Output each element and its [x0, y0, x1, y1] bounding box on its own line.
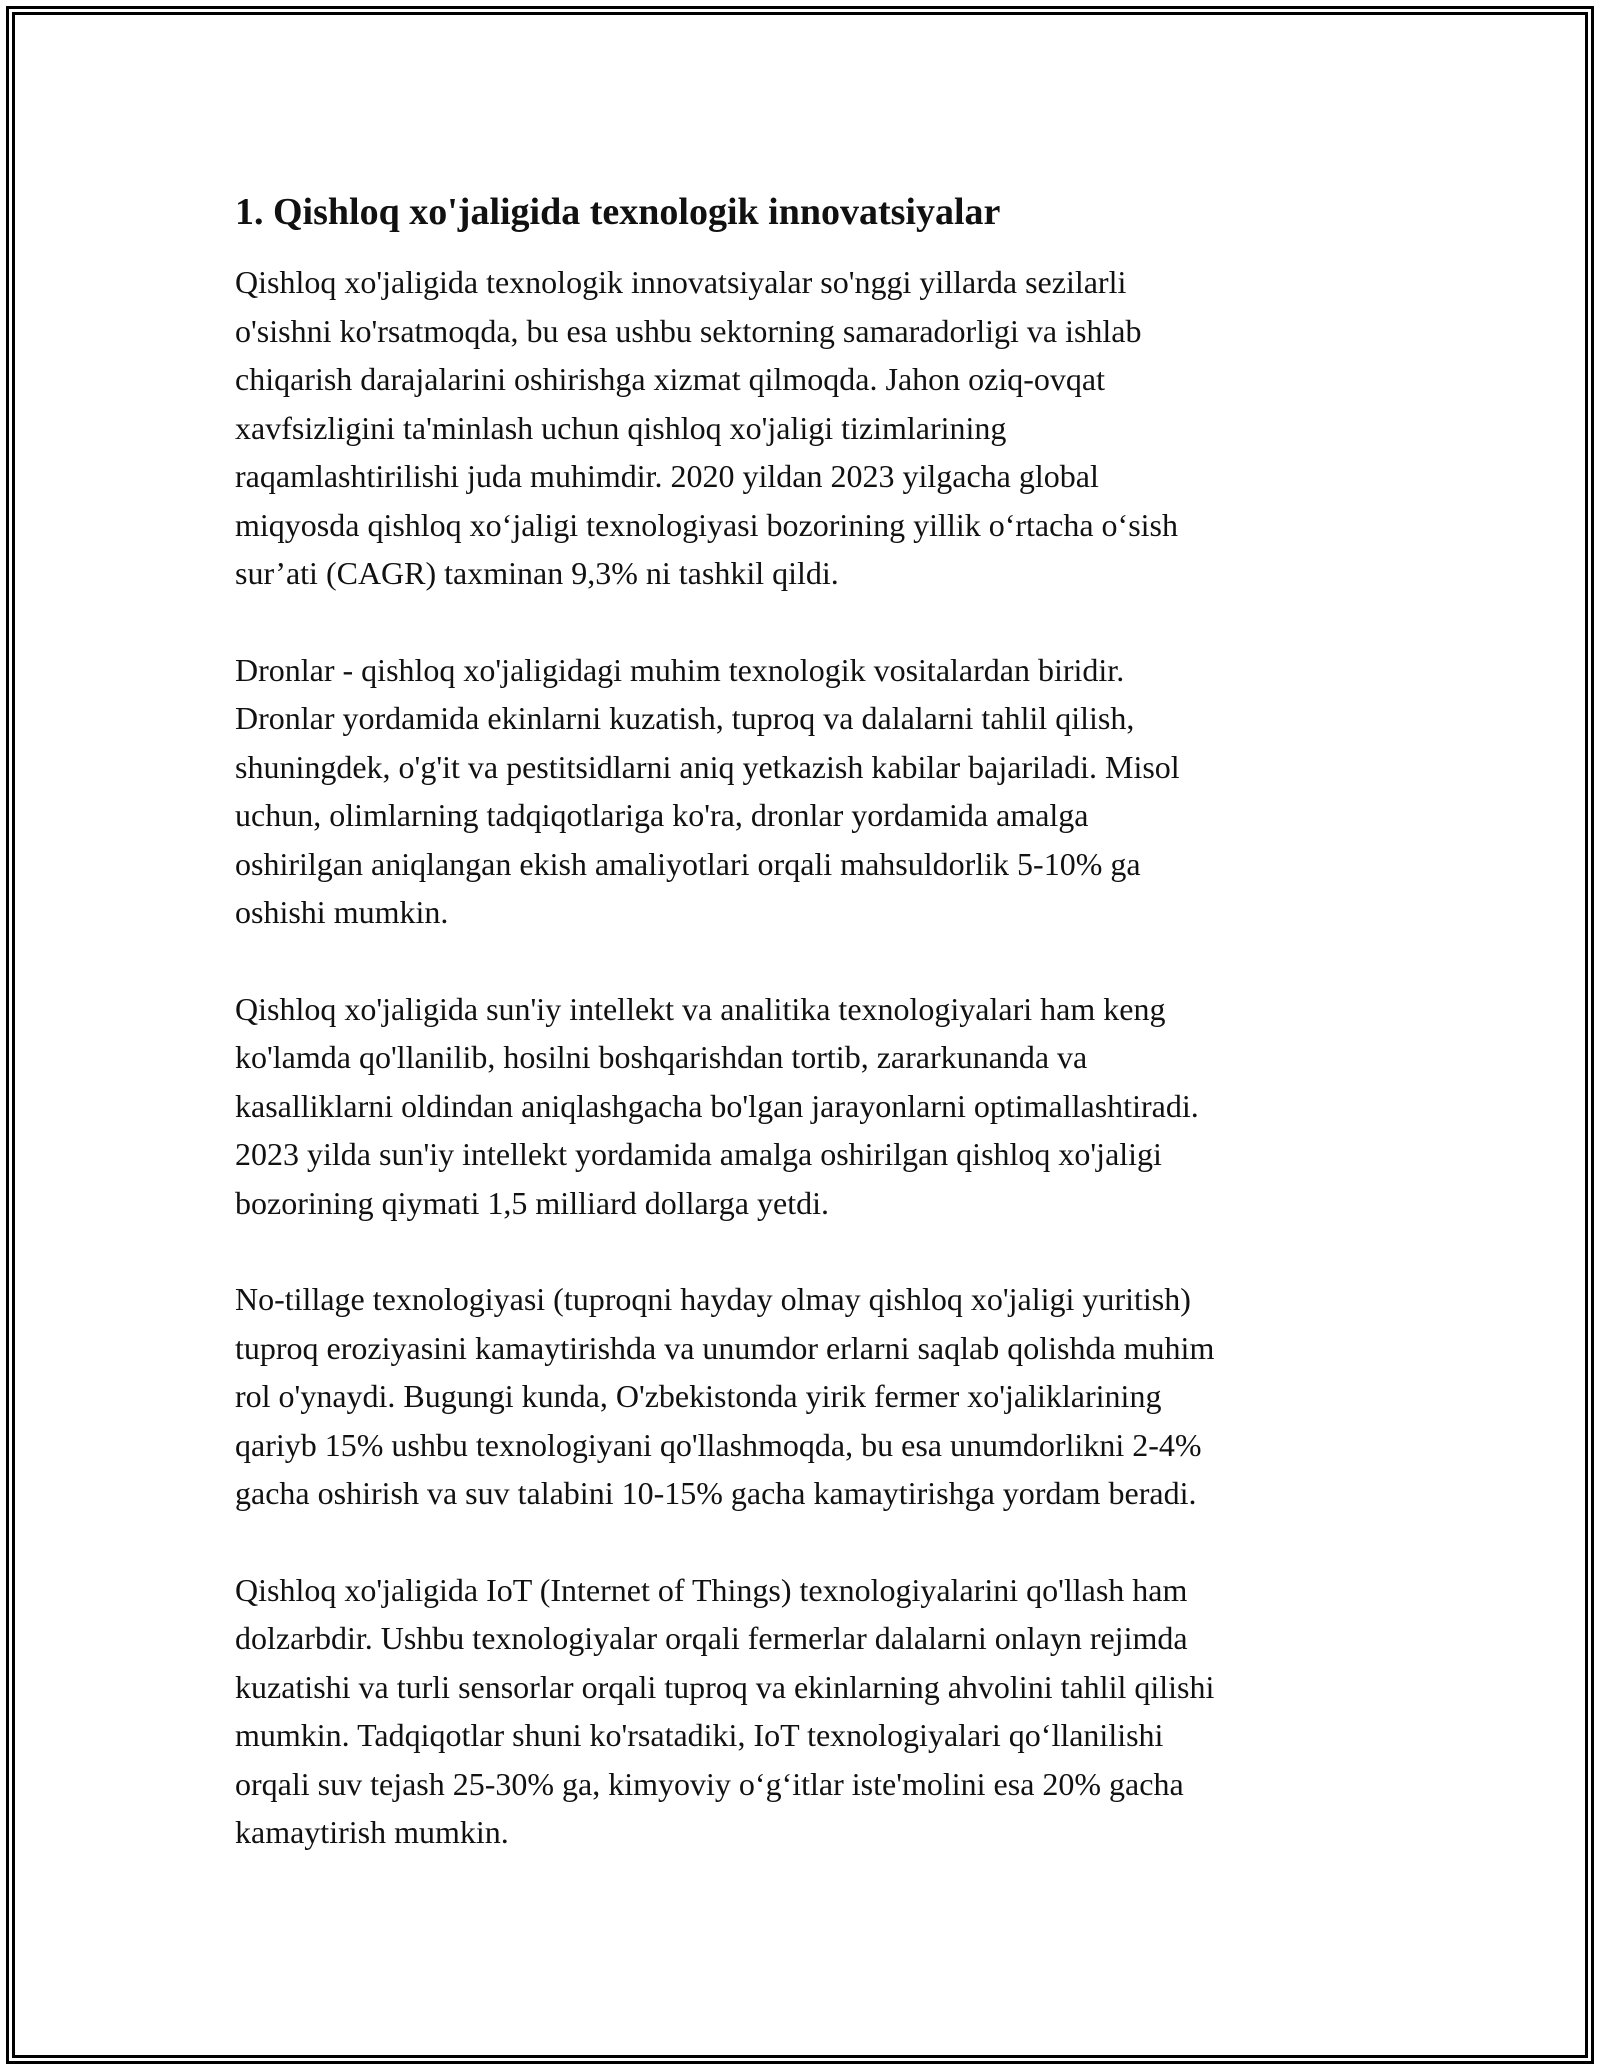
text-line: shuningdek, o'g'it va pestitsidlarni aniq yetkazish kabilar bajariladi. Misol	[235, 748, 1180, 785]
text-line: dolzarbdir. Ushbu texnologiyalar orqali fermerlar dalalarni onlayn rejimda	[235, 1620, 1188, 1656]
text-line: xavfsizligini ta'minlash uchun qishloq xo'jaligi tizimlarining	[235, 409, 1007, 446]
text-line: sur’ati (CAGR) taxminan 9,3% ni tashkil qildi.	[235, 555, 839, 591]
text-line: mumkin. Tadqiqotlar shuni ko'rsatadiki, IoT texnologiyalari qo‘llanilishi	[235, 1717, 1164, 1753]
text-line: Qishloq xo'jaligida IoT (Internet of Things) texnologiyalarini qo'llash ham	[235, 1571, 1188, 1608]
text-line: qariyb 15% ushbu texnologiyani qo'llashmoqda, bu esa unumdorlikni 2-4%	[235, 1426, 1202, 1463]
text-line: Dronlar yordamida ekinlarni kuzatish, tuproq va dalalarni tahlil qilish,	[235, 700, 1135, 736]
paragraph-ai	[235, 985, 1365, 1228]
text-line: raqamlashtirilishi juda muhimdir. 2020 yildan 2023 yilgacha global	[235, 458, 1099, 494]
text-line: uchun, olimlarning tadqiqotlariga ko'ra, dronlar yordamida amalga	[235, 797, 1089, 833]
section-heading: 1. Qishloq xo'jaligida texnologik innovatsiyalar	[235, 191, 1001, 233]
text-line: bozorining qiymati 1,5 milliard dollarga yetdi.	[235, 1184, 829, 1221]
document-body	[235, 188, 1365, 1905]
text-line: chiqarish darajalarini oshirishga xizmat qilmoqda. Jahon oziq-ovqat	[235, 361, 1105, 397]
text-line: o'sishni ko'rsatmoqda, bu esa ushbu sektorning samaradorligi va ishlab	[235, 312, 1142, 349]
text-line: Dronlar - qishloq xo'jaligidagi muhim texnologik vositalardan biridir.	[235, 651, 1125, 688]
paragraph-overview	[235, 258, 1365, 598]
text-line: gacha oshirish va suv talabini 10-15% gacha kamaytirishga yordam beradi.	[235, 1475, 1197, 1511]
text-line: 2023 yilda sun'iy intellekt yordamida amalga oshirilgan qishloq xo'jaligi	[235, 1136, 1162, 1172]
text-line: kamaytirish mumkin.	[235, 1814, 509, 1850]
text-line: oshirilgan aniqlangan ekish amaliyotlari orqali mahsuldorlik 5-10% ga	[235, 845, 1141, 882]
paragraph-no-tillage	[235, 1275, 1365, 1518]
paragraph-drones	[235, 646, 1365, 937]
text-line: tuproq eroziyasini kamaytirishda va unumdor erlarni saqlab qolishda muhim	[235, 1329, 1215, 1366]
paragraph-iot	[235, 1566, 1365, 1857]
text-line: kuzatishi va turli sensorlar orqali tuproq va ekinlarning ahvolini tahlil qilishi	[235, 1668, 1215, 1705]
text-line: Qishloq xo'jaligida sun'iy intellekt va analitika texnologiyalari ham keng	[235, 990, 1166, 1027]
text-line: miqyosda qishloq xo‘jaligi texnologiyasi bozorining yillik o‘rtacha o‘sish	[235, 506, 1178, 543]
text-line: rol o'ynaydi. Bugungi kunda, O'zbekistonda yirik fermer xo'jaliklarining	[235, 1378, 1162, 1414]
text-line: Qishloq xo'jaligida texnologik innovatsiyalar so'nggi yillarda sezilarli	[235, 264, 1127, 300]
text-line: ko'lamda qo'llanilib, hosilni boshqarishdan tortib, zararkunanda va	[235, 1039, 1088, 1075]
text-line: No-tillage texnologiyasi (tuproqni hayday olmay qishloq xo'jaligi yuritish)	[235, 1281, 1191, 1317]
text-line: oshishi mumkin.	[235, 894, 449, 930]
text-line: orqali suv tejash 25-30% ga, kimyoviy o‘g‘itlar iste'molini esa 20% gacha	[235, 1765, 1184, 1802]
text-line: kasalliklarni oldindan aniqlashgacha bo'lgan jarayonlarni optimallashtiradi.	[235, 1087, 1199, 1124]
